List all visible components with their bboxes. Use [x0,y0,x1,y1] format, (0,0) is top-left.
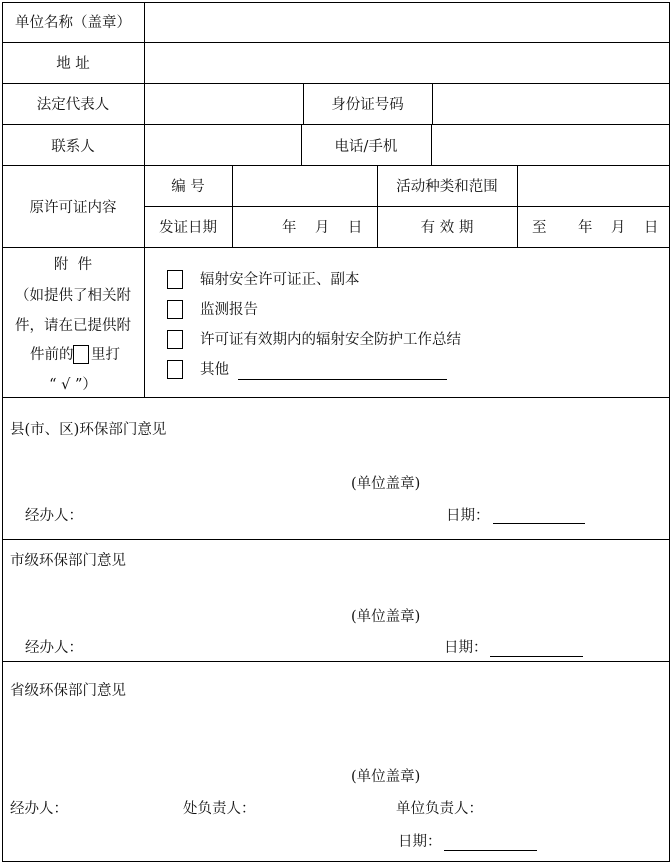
border-right [669,2,670,862]
province-seal: (单位盖章) [351,769,421,785]
validity-label: 有 效 期 [420,220,474,236]
attachment-item: 许可证有效期内的辐射安全防护工作总结 [200,332,461,348]
row-divider [2,42,670,43]
province-handler-label: 经办人： [10,801,68,817]
row-divider [2,539,670,540]
county-handler-label: 经办人： [25,508,83,524]
issue-date-value: 年 月 日 [282,220,363,236]
county-section-title: 县(市、区)环保部门意见 [10,422,167,438]
validity-date-value: 年 月 日 [578,220,659,236]
address-label: 地 址 [56,56,90,72]
county-date-underline[interactable] [493,523,585,524]
division-head-label: 处负责人： [183,801,256,817]
sample-checkbox-icon [73,345,89,364]
attachment-checkbox[interactable] [167,270,183,289]
attachment-checkbox[interactable] [167,360,183,379]
province-section-title: 省级环保部门意见 [10,683,126,699]
row-divider [2,661,670,662]
county-date-label: 日期： [446,508,490,524]
row-divider [2,165,670,166]
activity-scope-label: 活动种类和范围 [396,179,498,195]
attachment-item: 监测报告 [200,302,258,318]
id-number-label: 身份证号码 [331,97,404,113]
col-divider [144,2,145,398]
border-top [2,2,670,3]
attachments-note: 里打 [91,347,120,363]
city-date-underline[interactable] [490,656,583,657]
col-divider [432,83,433,125]
attachments-label: 附 件 [53,257,93,273]
attachment-checkbox[interactable] [167,330,183,349]
col-divider [431,124,432,166]
attachments-note: “ √ ”） [49,377,97,393]
attachments-note: （如提供了相关附 [15,288,131,304]
other-underline[interactable] [238,379,447,380]
orig-license-label: 原许可证内容 [29,200,117,216]
issue-date-label: 发证日期 [159,220,217,236]
border-bottom [2,861,670,862]
col-divider [517,165,518,248]
contact-label: 联系人 [51,139,95,155]
row-divider [2,124,670,125]
attachment-item: 其他 [200,362,229,378]
unit-head-label: 单位负责人： [396,801,483,817]
city-date-label: 日期： [444,640,488,656]
city-seal: (单位盖章) [351,609,421,625]
validity-to: 至 [532,220,547,236]
province-date-underline[interactable] [444,850,537,851]
row-divider [144,206,670,207]
province-date-label: 日期： [398,834,442,850]
city-section-title: 市级环保部门意见 [10,553,126,569]
county-seal: (单位盖章) [351,476,421,492]
phone-label: 电话/手机 [334,139,398,155]
row-divider [2,83,670,84]
attachment-item: 辐射安全许可证正、副本 [200,272,360,288]
border-left [2,2,3,862]
city-handler-label: 经办人： [25,640,83,656]
row-divider [2,247,670,248]
number-label: 编 号 [171,179,205,195]
unit-name-label: 单位名称（盖章） [15,15,131,31]
col-divider [232,165,233,248]
row-divider [2,397,670,398]
attachments-note: 件，请在已提供附 [15,318,131,334]
attachment-checkbox[interactable] [167,300,183,319]
legal-rep-label: 法定代表人 [36,97,110,113]
attachments-note: 件前的 [30,347,74,363]
